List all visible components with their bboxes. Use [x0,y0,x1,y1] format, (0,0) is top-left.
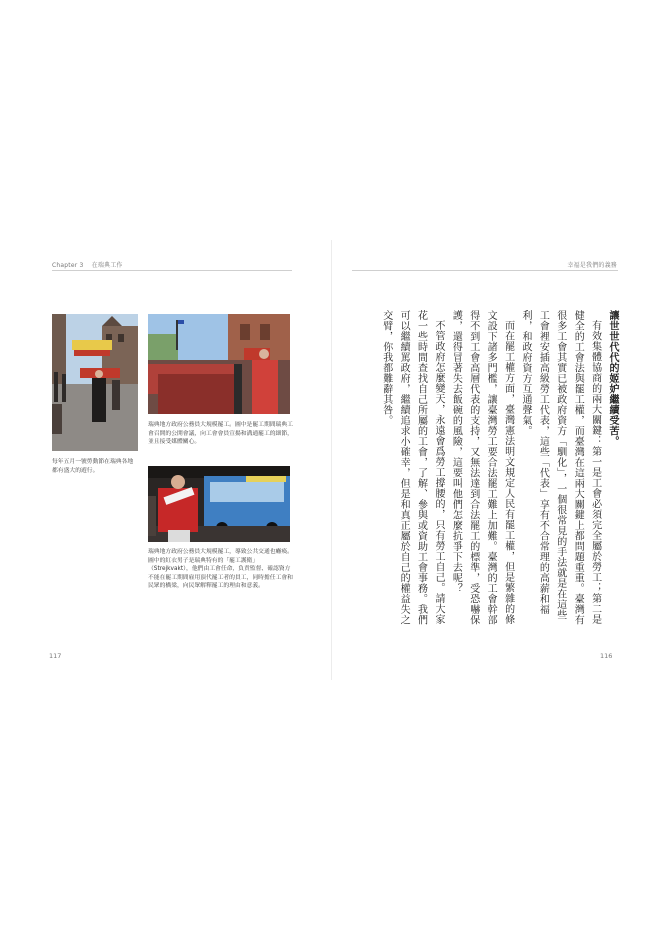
strike-guard-bus-photo [148,466,290,542]
strike-meeting-caption: 瑞典地方政府公務員大規模罷工。圖中是罷工期間瑞典工會召開的公開會議，向工會會員宣揚和溝通罷工的細節，並且接受媒體關心。 [148,422,293,446]
body-paragraph: 而在罷工權方面，臺灣憲法明文規定人民有罷工權，但是繁雜的條文設下諸多門檻，讓臺灣勞工要合法罷工難上加難。臺灣的工會幹部得不到工會高層代表的支持，又無法達到合法罷工的標準，受恐嚇保護，還得冒著失去飯碗的風險，這要叫他們怎麼抗爭下去呢？ [450,310,514,625]
body-text [373,310,621,628]
strike-meeting-photo [148,314,290,414]
body-paragraph: 不管政府怎麼變天，永遠會爲勞工撐腰的，只有勞工自己。請大家花一些時間查找自己所屬的工會，了解、參與或資助工會事務。我們可以繼續罵政府，繼續追求小確幸，但是和真正屬於自己的權益失之交臂，你我都難辭其咎。 [380,310,444,625]
page-number-left: 117 [49,652,62,660]
chapter-title: 在瑞典工作 [91,262,123,269]
parade-caption: 每年五月一號勞動節在瑞典各地都有盛大的遊行。 [52,459,134,474]
header-rule-right [352,270,618,271]
body-paragraph: 有效集體協商的兩大關鍵：第一是工會必須完全屬於勞工；第二是健全的工會法與罷工權，而臺灣在這兩大關鍵上都問題重重。臺灣有很多工會其實已被政府資方「馴化」，一個很常見的手法就是在這些工會裡安插高級勞工代表，這些「代表」享有不合常理的高薪和福利，和政府資方互通聲氣。 [519,310,601,625]
page-gutter [331,240,332,680]
section-heading: 讓世世代代的姬妒繼續受苦。 [607,310,618,447]
running-head-right: 幸福是我們的義務 [567,262,617,269]
header-rule-left [52,270,292,271]
page-number-right: 116 [600,652,613,660]
chapter-label: Chapter 3 [52,262,84,269]
running-head-left [52,260,123,269]
strike-guard-caption: 瑞典地方政府公務員大規模罷工，導致公共交通也癱瘓。圖中的紅衣男子是瑞典特有的「罷工護衛」（Strejkvakt），他們由工會任命，負責監督、確認資方不能在罷工期間雇用頂代罷工者的員工，同時擔任工會和民眾的橋梁，向民眾解釋罷工的理由和意義。 [148,549,293,590]
parade-photo [52,314,138,451]
